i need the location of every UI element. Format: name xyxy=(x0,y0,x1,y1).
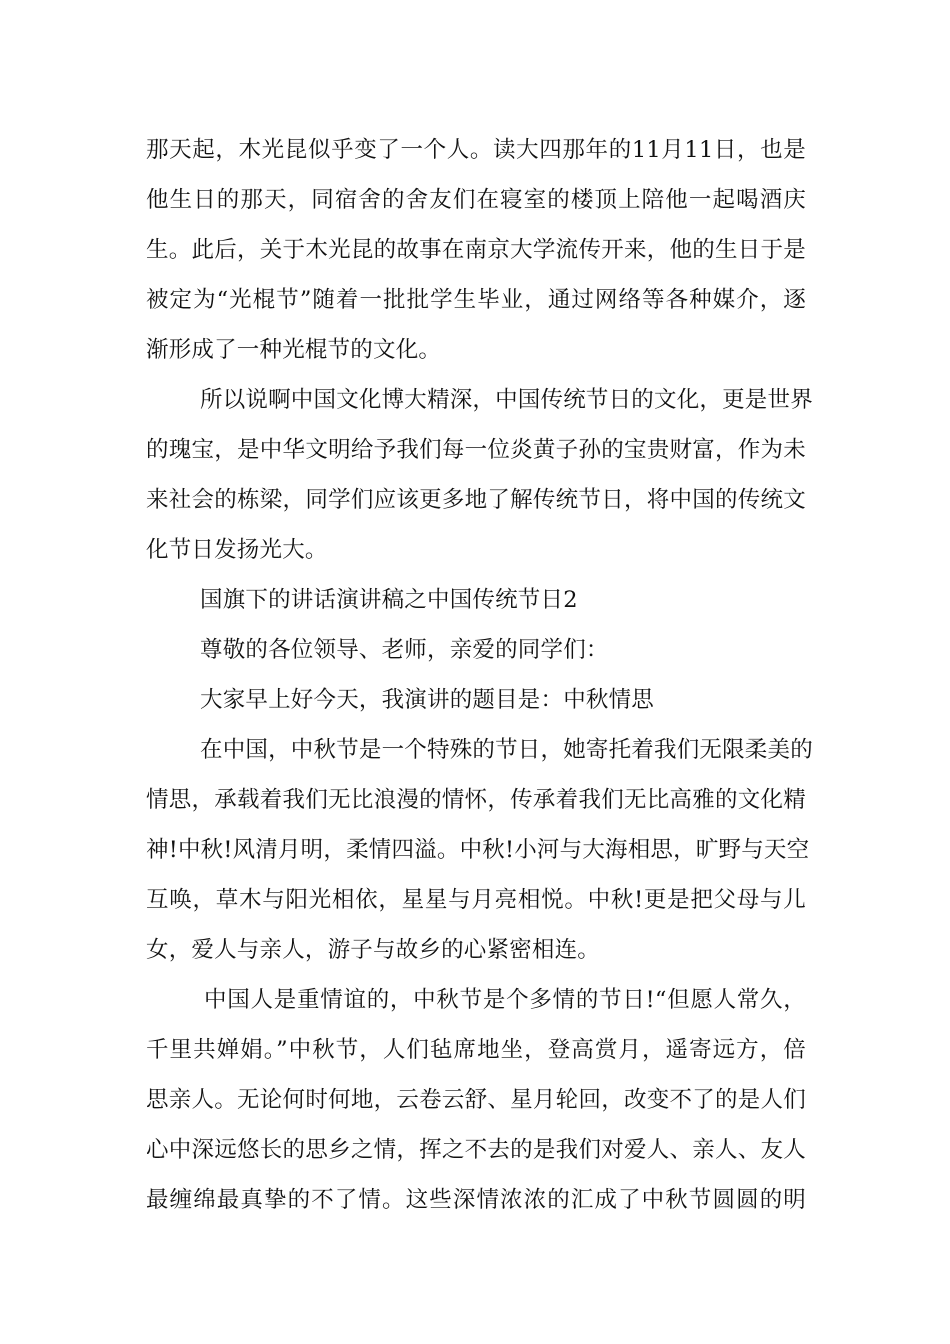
text-line: 中国人是重情谊的，中秋节是个多情的节日!“但愿人常久， xyxy=(204,987,806,1013)
text-line: 来社会的栋梁，同学们应该更多地了解传统节日，将中国的传统文 xyxy=(146,487,806,513)
section-heading: 国旗下的讲话演讲稿之中国传统节日2 xyxy=(200,587,578,613)
text-line: 女，爱人与亲人，游子与故乡的心紧密相连。 xyxy=(146,937,601,963)
text-line: 神!中秋!风清月明，柔情四溢。中秋!小河与大海相思，旷野与天空 xyxy=(146,837,810,863)
text-line: 的瑰宝，是中华文明给予我们每一位炎黄子孙的宝贵财富，作为未 xyxy=(146,437,806,463)
text-line: 渐形成了一种光棍节的文化。 xyxy=(146,337,442,363)
text-line: 在中国，中秋节是一个特殊的节日，她寄托着我们无限柔美的 xyxy=(200,737,813,763)
text-line: 所以说啊中国文化博大精深，中国传统节日的文化，更是世界 xyxy=(200,387,813,413)
text-line: 被定为“光棍节”随着一批批学生毕业，通过网络等各种媒介，逐 xyxy=(146,287,806,313)
text-line: 千里共婵娟。”中秋节，人们毡席地坐，登高赏月，遥寄远方，倍 xyxy=(146,1037,806,1063)
text-line: 情思，承载着我们无比浪漫的情怀，传承着我们无比高雅的文化精 xyxy=(146,787,806,813)
text-line: 生。此后，关于木光昆的故事在南京大学流传开来，他的生日于是 xyxy=(146,237,806,263)
text-line: 互唤，草木与阳光相依，星星与月亮相悦。中秋!更是把父母与儿 xyxy=(146,887,806,913)
text-line: 化节日发扬光大。 xyxy=(146,537,328,563)
text-line: 心中深远悠长的思乡之情，挥之不去的是我们对爱人、亲人、友人 xyxy=(146,1137,806,1163)
text-line: 那天起，木光昆似乎变了一个人。读大四那年的11月11日，也是 xyxy=(146,137,806,163)
salutation: 尊敬的各位领导、老师，亲爱的同学们： xyxy=(200,637,609,663)
greeting-line: 大家早上好今天，我演讲的题目是：中秋情思 xyxy=(200,687,655,713)
text-line: 他生日的那天，同宿舍的舍友们在寝室的楼顶上陪他一起喝酒庆 xyxy=(146,187,806,213)
text-line: 最缠绵最真挚的不了情。这些深情浓浓的汇成了中秋节圆圆的明 xyxy=(146,1187,806,1213)
text-line: 思亲人。无论何时何地，云卷云舒、星月轮回，改变不了的是人们 xyxy=(146,1087,806,1113)
